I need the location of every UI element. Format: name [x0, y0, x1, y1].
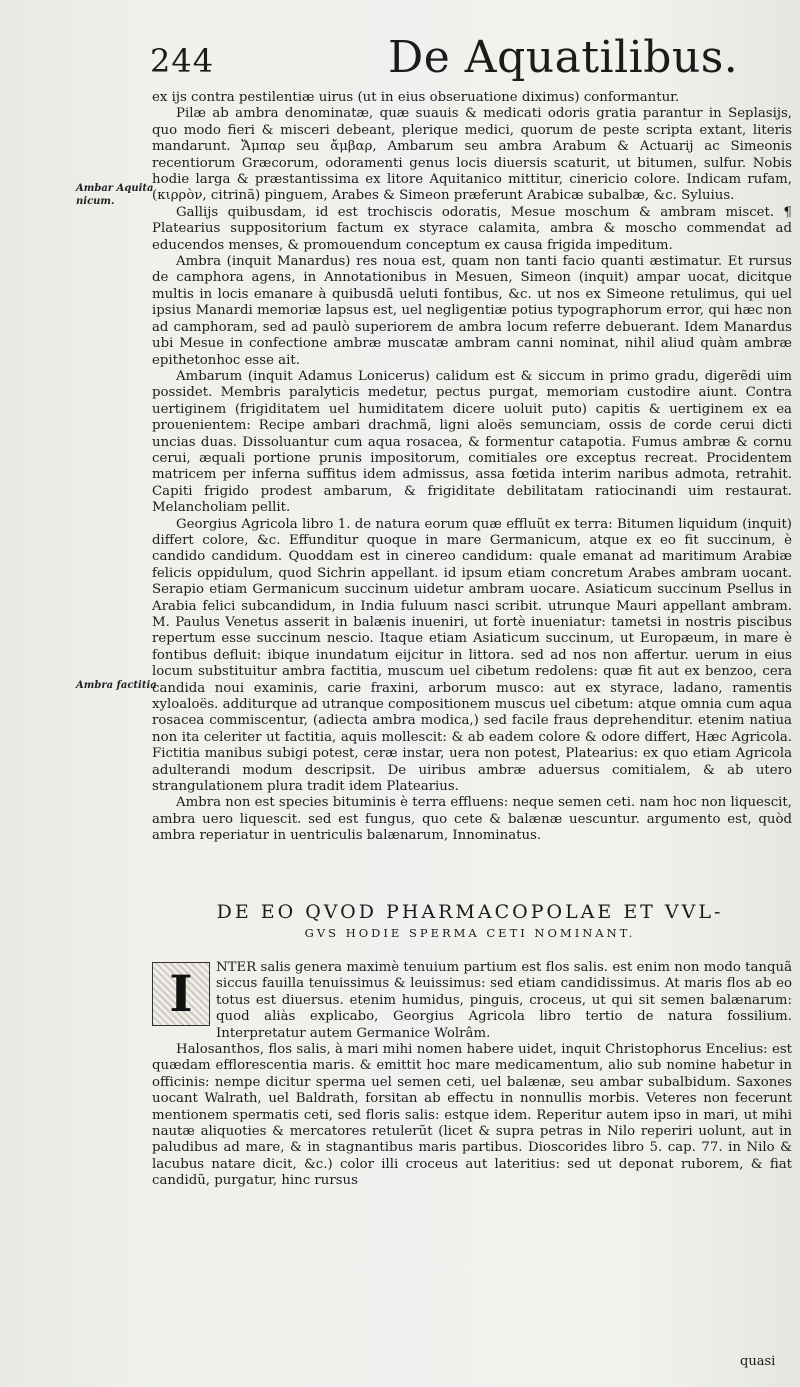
page-header [150, 32, 790, 90]
margin-note-nicum: nicum. [76, 196, 115, 207]
section-heading-line-2: GVS HODIE SPERMA CETI NOMINANT. [304, 926, 636, 940]
catchword: quasi [740, 1354, 776, 1369]
section-heading-line-1: DE EO QVOD PHARMACOPOLAE ET VVL- [216, 901, 724, 923]
paragraph: Halosanthos, flos salis, à mari mihi nomen habere uidet, inquit Christophorus Encelius: est quædam efflorescentia maris. & emittit hoc mare medicamentum, alio sub nomine habetur in officinis: nempe dicitur sperma uel semen ceti, uel balænæ, seu ambar subalbidum. Saxones uocant Walrath, uel Baldrath, forsitan ab effectu in nonnullis morbis. Veteres non fecerunt mentionem spermatis ceti, sed floris salis: estque idem. Reperitur autem ipso in mari, ut mihi nautæ aliquoties & mercatores retulerũt (licet & supra petras in Nilo reperiri uolunt, aut in paludibus ad mare, & in stagnantibus maris partibus. Dioscorides libro 5. cap. 77. in Nilo & lacubus natare dicit, &c.) color illi croceus aut lateritius: sed ut deponat ruborem, & fiat candidũ, purgatur, hinc rursus [152, 1042, 792, 1189]
paragraph: Ambra non est species bituminis è terra effluens: neque semen ceti. nam hoc non liquescit, ambra uero liquescit. sed est fungus, quo cete & balænæ uescuntur. argumento est, quòd ambra reperiatur in uentriculis balænarum, Innominatus. [152, 795, 792, 844]
decorated-initial [152, 962, 210, 1026]
running-title: De Aquatilibus. [388, 32, 739, 83]
drop-cap-letter: I [169, 963, 193, 1023]
paragraph: Georgius Agricola libro 1. de natura eorum quæ effluũt ex terra: Bitumen liquidum (inquit) differt colore, &c. Effunditur quoque in mare Germanicum, atque ex eo fit succinum, è candido candidum. Quoddam est in cinereo candidum: quale emanat ad maritimum Arabiæ felicis oppidulum, quod Sichrin appellant. id ipsum etiam concretum Arabes ambram uocant. Serapio etiam Germanicum succinum uidetur ambram uocare. Asiaticum succinum Psellus in Arabia felici subcandidum, in India fuluum nasci scribit. utrunque Mauri appellant ambram. M. Paulus Venetus asserit in balænis inueniri, ut fortè inueniatur: tametsi in nostris piscibus repertum esse succinum nescio. Itaque etiam Asiaticum succinum, ut Europæum, in mare è fontibus defluit: ibique inundatum eijcitur in littora. sed ad nos non affertur. uerum in eius locum substituitur ambra factitia, muscum uel cibetum redolens: quæ fit aut ex benzoo, cera candida noui examinis, carie fraxini, arborum musco: aut ex styrace, ladano, ramentis xyloaloës. additurque ad utranque compositionem muscus uel cibetum: atque omnia cum aqua rosacea commiscentur, (adiecta ambra modica,) sed facile fraus deprehenditur. etenim natiua non ita celeriter ut factitia, aquis mollescit: & ab eadem colore & odore differt, Hæc Agricola. Fictitia manibus subigi potest, ceræ instar, uera non potest, Platearius: ex quo etiam Agricola adulterandi modum descripsit. De uiribus ambræ aduersus comitialem, & ab utero strangulationem plura tradit idem Platearius. [152, 516, 792, 795]
margin-note-ambra-factitia: Ambra factitia [76, 680, 157, 691]
folio-number: 244 [150, 42, 215, 80]
main-text [152, 90, 792, 845]
section-text [152, 960, 792, 1190]
paragraph: Gallijs quibusdam, id est trochiscis odoratis, Mesue moschum & ambram miscet. ¶ Platearius suppositorium factum ex styrace calamita, ambra & moscho commendat ad educendos menses, & promouendum conceptum ex causa frigida impeditum. [152, 204, 792, 253]
paragraph: Ambarum (inquit Adamus Lonicerus) calidum est & siccum in primo gradu, digerẽdi uim possidet. Membris paralyticis medetur, pectus purgat, memoriam custodire aiunt. Contra uertiginem (frigiditatem uel humiditatem dicere uoluit puto) capitis & uertiginem ex ea prouenientem: Recipe ambari drachmã, ligni aloës semunciam, ossis de corde cerui dicti uncias duas. Dissoluantur cum aqua rosacea, & formentur catapotia. Fumus ambræ & cornu cerui, æquali portione prunis impositorum, comitiales ore exceptus recreat. Procidentem matricem per inferna suffitus idem admissus, assa fœtida interim naribus admota, retrahit. Capiti frigido prodest ambarum, & frigiditate debilitatam ratiocinandi uim restaurat. Melancholiam pellit. [152, 368, 792, 516]
paragraph: Pilæ ab ambra denominatæ, quæ suauis & medicati odoris gratia parantur in Seplasijs, quo modo fieri & misceri debeant, plerique medici, quorum de peste scripta extant, literis mandarunt. Ἄμπαρ seu ἄμβαρ, Ambarum seu ambra Arabum & Actuarij ac Simeonis recentiorum Græcorum, odoramenti genus locis diuersis scaturit, ut bitumen, sulfur. Nobis hodie larga & præstantissima ex litore Aquitanico mittitur, cinericio colore. Indicam rufam, (κιρρὸν, citrinã) pinguem, Arabes & Simeon præferunt Arabicæ subalbæ, &c. Syluius. [152, 106, 792, 204]
section-heading [150, 900, 790, 942]
paragraph: ex ijs contra pestilentiæ uirus (ut in eius obseruatione diximus) conformantur. [152, 90, 680, 105]
paragraph: Ambra (inquit Manardus) res noua est, quam non tanti facio quanti æstimatur. Et rursus de camphora agens, in Annotationibus in Mesuen, Simeon (inquit) ampar uocat, dicitque multis in locis emanare à quibusdã ueluti fontibus, &c. ut nos ex Simeone retulimus, qui uel ipsius Manardi memoriæ lapsus est, uel negligentiæ potius typographorum error, qui hæc non ad camphoram, sed ad paulò superiorem de ambra locum referre debuerant. Idem Manardus ubi Mesue in confectione ambræ muscatæ ambram canni nominat, nihil aliud quàm ambræ epithetonhoc esse ait. [152, 254, 792, 368]
paragraph: NTER salis genera maximè tenuium partium est flos salis. est enim non modo tanquã siccus fauilla tenuissimus & leuissimus: sed etiam candidissimus. At maris flos ab eo totus est diuersus. etenim humidus, pinguis, croceus, ut qui sit semen balænarum: quod aliàs explicabo, Georgius Agricola libro tertio de natura fossilium. Interpretatur autem Germanice Wolrâm. [216, 960, 792, 1041]
margin-note-ambar-aquitanicum: Ambar Aquita [76, 183, 154, 194]
